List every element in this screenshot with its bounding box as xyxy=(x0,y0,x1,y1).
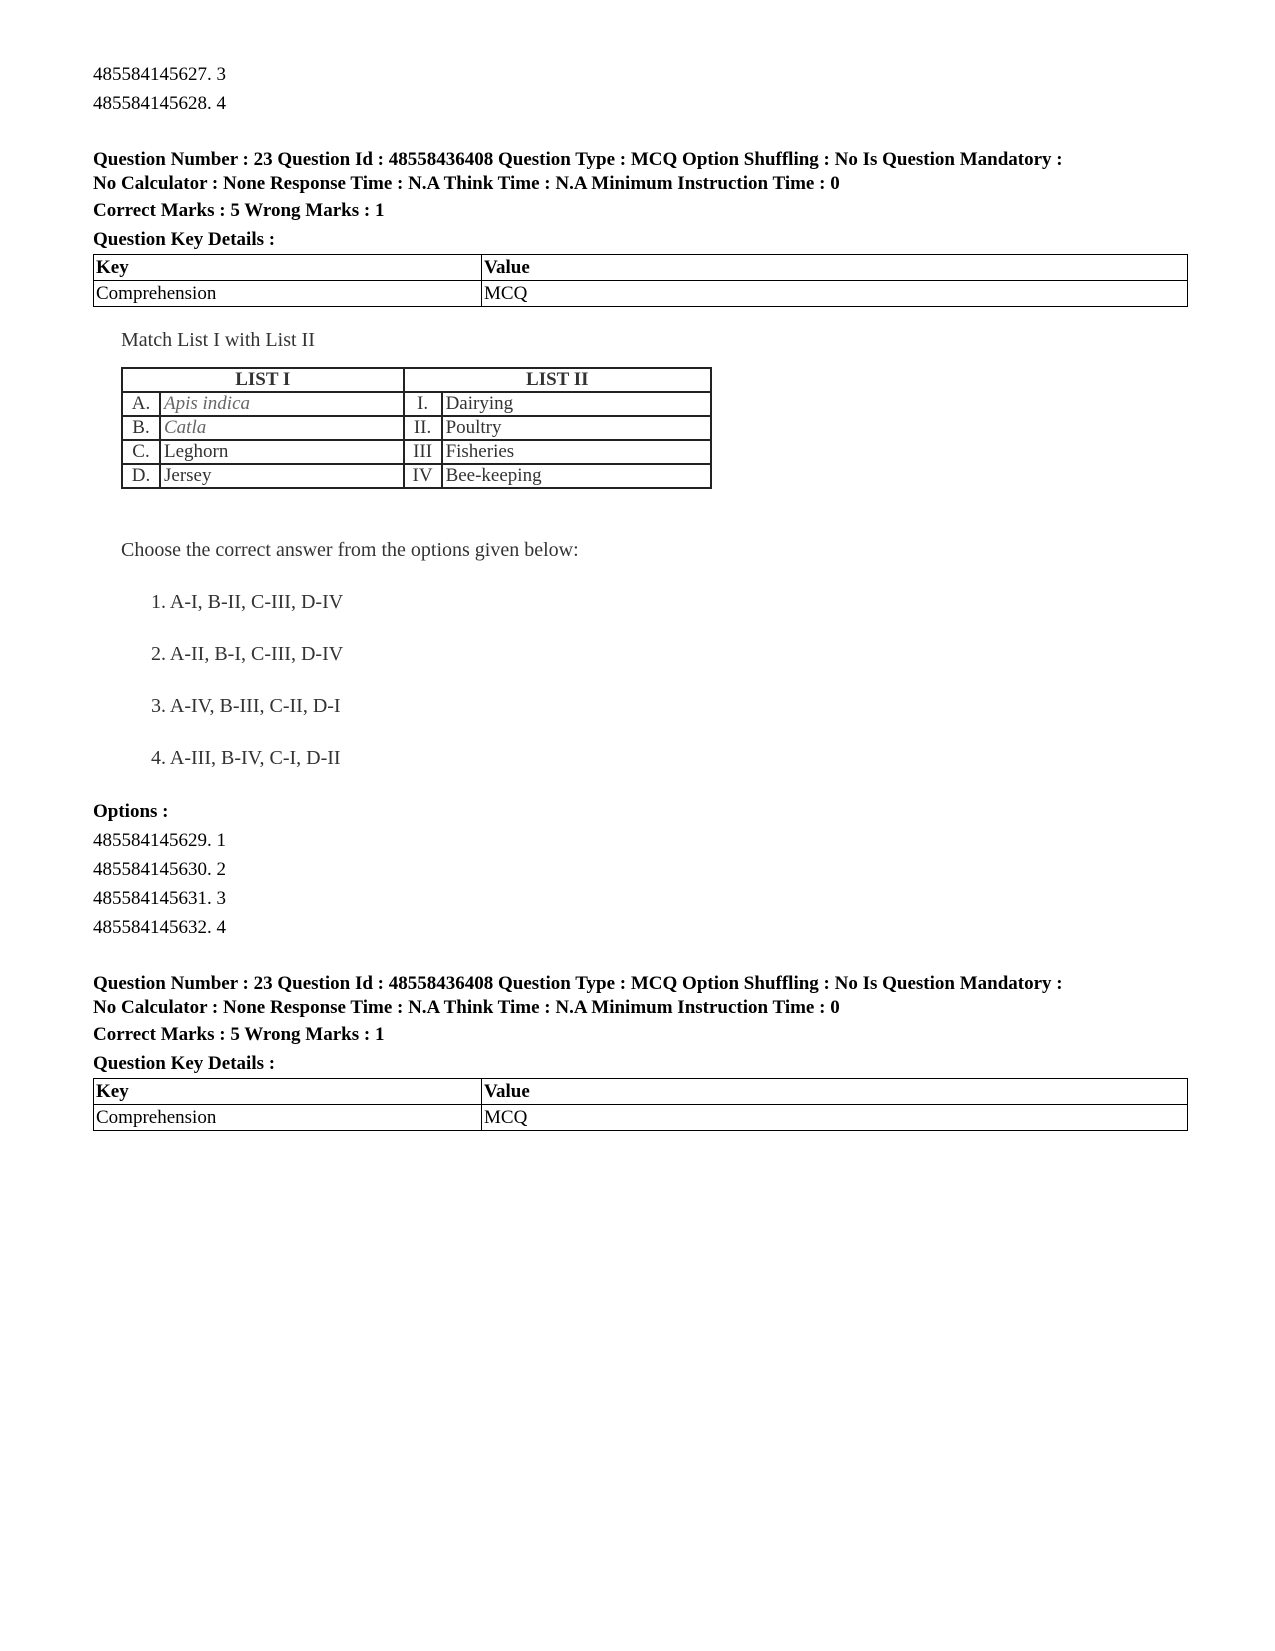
question-intro: Match List I with List II xyxy=(121,329,315,351)
answer-option-3: 3. A-IV, B-III, C-II, D-I xyxy=(151,695,341,717)
key-details-label: Question Key Details : xyxy=(93,1053,276,1074)
match-table xyxy=(121,367,712,489)
list2-item: Dairying xyxy=(442,392,711,416)
option-id-4: 485584145632. 4 xyxy=(93,917,226,938)
option-id-2: 485584145630. 2 xyxy=(93,859,226,880)
value-cell: MCQ xyxy=(482,281,1188,307)
prev-option-2: 485584145628. 4 xyxy=(93,93,226,114)
marks-line: Correct Marks : 5 Wrong Marks : 1 xyxy=(93,1024,385,1045)
list1-item: Apis indica xyxy=(160,392,404,416)
list1-item: Catla xyxy=(160,416,404,440)
option-id-3: 485584145631. 3 xyxy=(93,888,226,909)
list2-letter: II. xyxy=(404,416,442,440)
match-row xyxy=(122,392,711,416)
key-cell: Comprehension xyxy=(94,281,482,307)
question-image xyxy=(103,329,743,797)
option-id-1: 485584145629. 1 xyxy=(93,830,226,851)
list1-item: Leghorn xyxy=(160,440,404,464)
list2-item: Bee-keeping xyxy=(442,464,711,488)
key-cell: Comprehension xyxy=(94,1105,482,1131)
key-details-label: Question Key Details : xyxy=(93,229,276,250)
prev-option-1: 485584145627. 3 xyxy=(93,64,226,85)
question-header-line-2: No Calculator : None Response Time : N.A Think Time : N.A Minimum Instruction Time : 0 xyxy=(93,173,840,194)
answer-option-4: 4. A-III, B-IV, C-I, D-II xyxy=(151,747,341,769)
list2-header: LIST II xyxy=(404,368,711,392)
list2-item: Fisheries xyxy=(442,440,711,464)
document-page xyxy=(93,60,1188,1131)
list2-letter: III xyxy=(404,440,442,464)
marks-line: Correct Marks : 5 Wrong Marks : 1 xyxy=(93,200,385,221)
value-header: Value xyxy=(482,1079,1188,1105)
list1-item: Jersey xyxy=(160,464,404,488)
list1-letter: B. xyxy=(122,416,160,440)
match-row xyxy=(122,464,711,488)
question-header-line-2: No Calculator : None Response Time : N.A Think Time : N.A Minimum Instruction Time : 0 xyxy=(93,997,840,1018)
key-details-table xyxy=(93,254,1188,307)
list2-letter: I. xyxy=(404,392,442,416)
value-cell: MCQ xyxy=(482,1105,1188,1131)
match-row xyxy=(122,440,711,464)
list2-letter: IV xyxy=(404,464,442,488)
list1-letter: A. xyxy=(122,392,160,416)
list1-header: LIST I xyxy=(122,368,404,392)
choose-instruction: Choose the correct answer from the options given below: xyxy=(121,539,579,561)
options-label: Options : xyxy=(93,801,169,822)
match-row xyxy=(122,416,711,440)
list1-letter: C. xyxy=(122,440,160,464)
key-details-table xyxy=(93,1078,1188,1131)
key-header: Key xyxy=(94,255,482,281)
key-header: Key xyxy=(94,1079,482,1105)
answer-option-2: 2. A-II, B-I, C-III, D-IV xyxy=(151,643,344,665)
list2-item: Poultry xyxy=(442,416,711,440)
list1-letter: D. xyxy=(122,464,160,488)
answer-option-1: 1. A-I, B-II, C-III, D-IV xyxy=(151,591,344,613)
question-header-line-1: Question Number : 23 Question Id : 48558436408 Question Type : MCQ Option Shuffling : No Is Question Mandatory : xyxy=(93,973,1063,994)
value-header: Value xyxy=(482,255,1188,281)
question-header-line-1: Question Number : 23 Question Id : 48558436408 Question Type : MCQ Option Shuffling : No Is Question Mandatory : xyxy=(93,149,1063,170)
